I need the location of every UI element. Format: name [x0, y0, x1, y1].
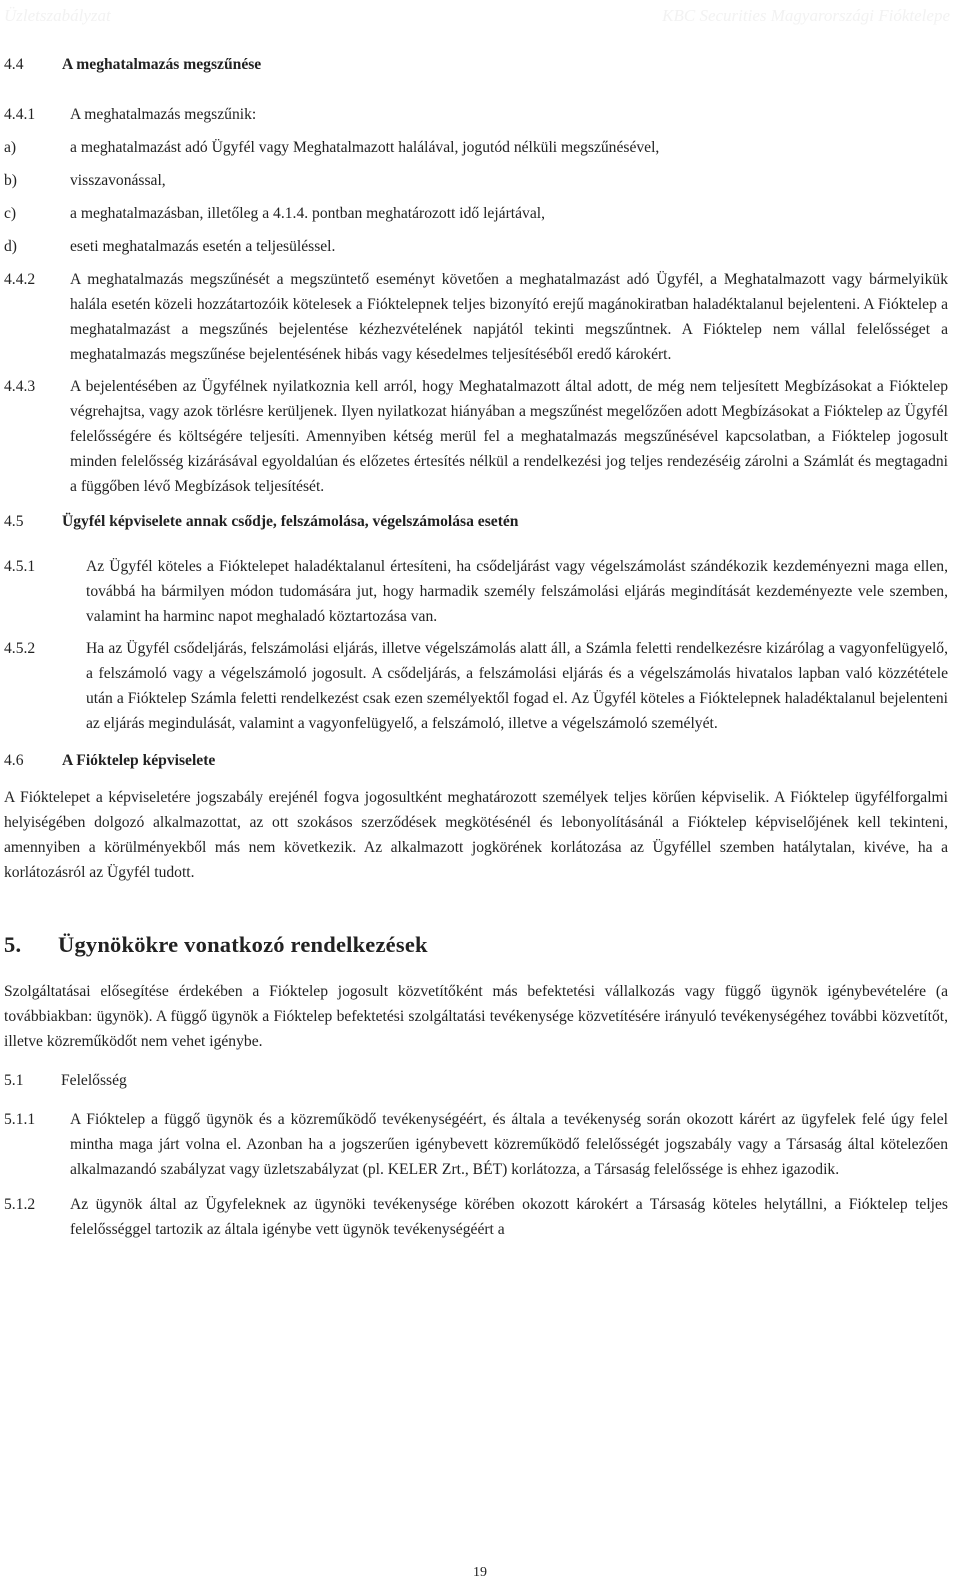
item-number: 5.1.1	[4, 1111, 36, 1128]
section-title: Ügyfél képviselete annak csődje, felszámolása, végelszámolása esetén	[62, 513, 519, 530]
item-5-1-2	[4, 1192, 948, 1242]
list-text: a meghatalmazásban, illetőleg a 4.1.4. pontban meghatározott idő lejártával,	[70, 205, 546, 222]
list-text: a meghatalmazást adó Ügyfél vagy Meghatalmazott halálával, jogutód nélküli megszűnésével,	[70, 139, 660, 156]
item-text: A meghatalmazás megszűnik:	[70, 106, 257, 123]
section-heading-4-4	[4, 52, 948, 77]
section-title: A Fióktelep képviselete	[62, 752, 216, 769]
section-number: 4.5	[4, 513, 24, 530]
item-number: 4.5.1	[4, 558, 36, 575]
section-heading-5-1	[4, 1068, 948, 1093]
item-4-5-2	[4, 636, 948, 736]
section-number: 4.6	[4, 752, 24, 769]
header-left-title: Üzletszabályzat	[4, 6, 111, 25]
list-item	[4, 168, 948, 193]
item-4-5-1	[4, 554, 948, 629]
list-letter: a)	[4, 139, 17, 156]
list-letter: b)	[4, 172, 17, 189]
list-text: visszavonással,	[70, 172, 166, 189]
section-number: 5.1	[4, 1072, 24, 1089]
chapter-heading-5	[4, 925, 948, 965]
list-item	[4, 234, 948, 259]
item-text: A Fióktelep a függő ügynök és a közreműködő tevékenységéért, és általa a tevékenység során okozott kárért az ügyfelek felé úgy felel mintha maga járt volna el. Azonban ha a jogszerűen igénybevett közreműködő felelősségét jogszabály vagy a Társaság által kötelezően alkalmazandó szabályzat vagy üzletszabályzat (pl. KELER Zrt., BÉT) korlátozza, a Társaság felelőssége is ehhez igazodik.	[70, 1111, 948, 1178]
list-letter: c)	[4, 205, 17, 222]
item-text: Az ügynök által az Ügyfeleknek az ügynöki tevékenysége körében okozott károkért a Társaság köteles helytállni, a Fióktelep teljes felelősséggel tartozik az általa igénybe vett ügynök tevékenységéért a	[70, 1196, 948, 1238]
chapter-number: 5.	[4, 932, 22, 957]
section-heading-4-5	[4, 509, 948, 534]
item-text: A bejelentésében az Ügyfélnek nyilatkoznia kell arról, hogy Meghatalmazott által adott, de még nem teljesített Megbízásokat a Fióktelep végrehajtsa, vagy azok törlésre kerüljenek. Ilyen nyilatkozat hiányában a megszűnést megelőzően adott Megbízásokat a Fióktelep az Ügyfél felelősségére és költségére teljesíti. Amennyiben kétség merül fel a meghatalmazás megszűnésével kapcsolatban, a Fióktelep jogosult minden felelősség kizárásával egyoldalúan és előzetes értesítés nélkül a rendelkezési jog teljes rendezéséig zárolni a Számlát és megtagadni a függőben lévő Megbízások teljesítését.	[70, 378, 948, 495]
item-4-4-1	[4, 102, 948, 127]
document-page	[4, 52, 948, 1242]
list-item	[4, 135, 948, 160]
item-text: Ha az Ügyfél csődeljárás, felszámolási eljárás, illetve végelszámolás alatt áll, a Számla feletti rendelkezésre kizárólag a vagyonfelügyelő, a felszámoló vagy a végelszámoló jogosult. A csődeljárás, a felszámolási eljárás és a végelszámolás hivatalos lapban való közzététele után a Fióktelep Számla feletti rendelkezést csak ezen személyektől fogad el. Az Ügyfél köteles a Fióktelepnek haladéktalanul bejelenteni az eljárás megindulását, valamint a vagyonfelügyelő, a felszámoló, illetve a végelszámoló személyét.	[86, 640, 948, 732]
item-text: A meghatalmazás megszűnését a megszüntető eseményt követően a meghatalmazást adó Ügyfél, a Meghatalmazott vagy bármelyikük halála esetén közeli hozzátartozóik kötelesek a Fióktelepnek teljes bizonyító erejű magánokiratban haladéktalanul bejelenteni. A Fióktelep a meghatalmazást a megszűnés bejelentése kézhezvételének napjától tekinti megszűntnek. A Fióktelep nem vállal felelősséget a meghatalmazás megszűnése bejelentésének hibás vagy késedelmes teljesítéséből eredő károkért.	[70, 271, 948, 363]
list-text: eseti meghatalmazás esetén a teljesüléssel.	[70, 238, 336, 255]
item-number: 4.5.2	[4, 640, 36, 657]
header-right-title: KBC Securities Magyarországi Fióktelepe	[662, 6, 950, 25]
section-heading-4-6	[4, 748, 948, 773]
section-title: Felelősség	[61, 1072, 127, 1089]
page-number: 19	[473, 1565, 487, 1580]
paragraph-4-6: A Fióktelepet a képviseletére jogszabály erejénél fogva jogosultként meghatározott személyek teljes körűen képviselik. A Fióktelep ügyfélforgalmi helyiségében dolgozó alkalmazottat, az ott szokásos szerződések megkötésénél és lebonyolításánál a Fióktelep képviselőjének kell tekinteni, amennyiben a körülményekből más nem következik. Az alkalmazott jogkörének korlátozása az Ügyféllel szemben hatálytalan, kivéve, ha a korlátozásról az Ügyfél tudott.	[4, 789, 948, 881]
item-4-4-3	[4, 374, 948, 499]
chapter-title: Ügynökökre vonatkozó rendelkezések	[58, 932, 428, 957]
section-title: A meghatalmazás megszűnése	[62, 56, 262, 73]
section-number: 4.4	[4, 56, 24, 73]
page-header	[0, 0, 960, 26]
paragraph-5: Szolgáltatásai elősegítése érdekében a Fióktelep jogosult közvetítőként más befektetési vállalkozás vagy függő ügynök igénybevételére (a továbbiakban: ügynök). A függő ügynök a Fióktelep befektetési szolgáltatási tevékenysége közvetítésére irányuló tevékenységéhez további közvetítőt, illetve közreműködőt nem vehet igénybe.	[4, 983, 948, 1050]
list-letter: d)	[4, 238, 17, 255]
item-number: 4.4.1	[4, 106, 36, 123]
item-4-4-2	[4, 267, 948, 367]
item-number: 5.1.2	[4, 1196, 36, 1213]
item-number: 4.4.3	[4, 378, 36, 395]
item-text: Az Ügyfél köteles a Fióktelepet haladéktalanul értesíteni, ha csődeljárást vagy végelszámolást szándékozik kezdeményezni maga ellen, továbbá ha bármilyen módon tudomására jut, hogy harmadik személy felszámolási eljárás megindítását kezdeményezte vele szemben, valamint ha harminc napot meghaladó köztartozása van.	[86, 558, 948, 625]
item-5-1-1	[4, 1107, 948, 1182]
item-number: 4.4.2	[4, 271, 36, 288]
list-item	[4, 201, 948, 226]
